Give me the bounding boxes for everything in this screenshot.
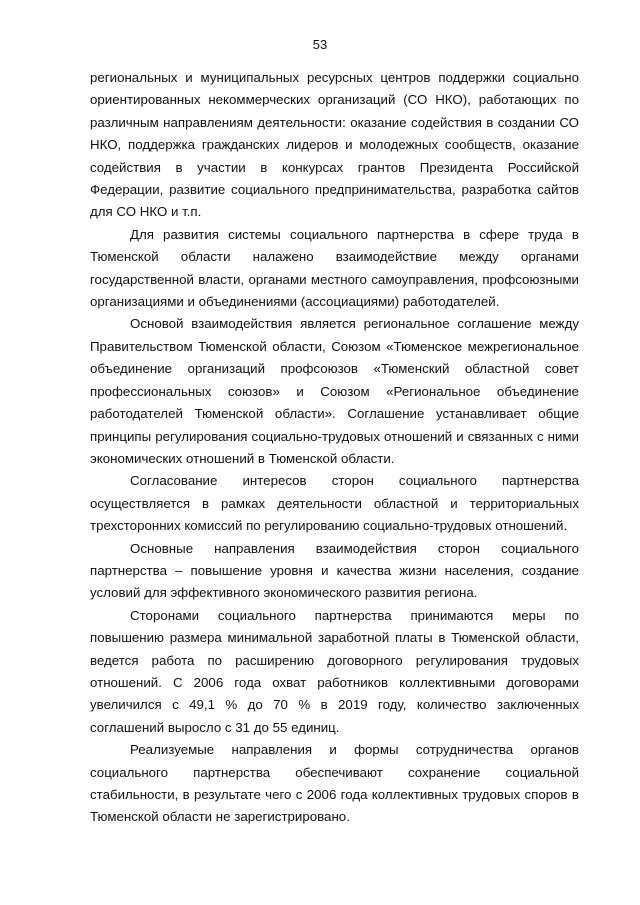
paragraph-6: Сторонами социального партнерства принимаются меры по повышению размера минимальной заработной платы в Тюменской области, ведется работа по расширению договорного регулирования трудовых отношений. С 2006 года охват работников коллективными договорами увеличился с 49,1 % до 70 % в 2019 году, количество заключенных соглашений выросло с 31 до 55 единиц.	[90, 607, 579, 735]
page-number: 53	[312, 37, 328, 52]
paragraph-1: региональных и муниципальных ресурсных центров поддержки социально ориентированных некоммерческих организаций (СО НКО), работающих по различным направлениям деятельности: оказание содействия в создании СО НКО, поддержка гражданских лидеров и молодежных сообществ, оказание содействия в участии в конкурсах грантов Президента Российской Федерации, развитие социального предпринимательства, разработка сайтов для СО НКО и т.п.	[90, 70, 579, 220]
paragraph-7: Реализуемые направления и формы сотрудничества органов социального партнерства обеспечивают сохранение социальной стабильности, в результате чего с 2006 года коллективных трудовых споров в Тюменской области не зарегистрировано.	[90, 742, 579, 825]
paragraph-4: Согласование интересов сторон социального партнерства осуществляется в рамках деятельности областной и территориальных трехсторонних комиссий по регулированию социально-трудовых отношений.	[90, 473, 579, 534]
paragraph-5: Основные направления взаимодействия сторон социального партнерства – повышение уровня и качества жизни населения, создание условий для эффективного экономического развития региона.	[90, 540, 579, 601]
paragraph-2: Для развития системы социального партнерства в сфере труда в Тюменской области налажено взаимодействие между органами государственной власти, органами местного самоуправления, профсоюзными организациями и объединениями (ассоциациями) работодателей.	[90, 226, 579, 310]
document-body	[90, 67, 579, 829]
paragraph-3: Основой взаимодействия является региональное соглашение между Правительством Тюменской области, Союзом «Тюменское межрегиональное объединение организаций профсоюзов «Тюменский областной совет профессиональных союзов» и Союзом «Региональное объединение работодателей Тюменской области». Соглашение устанавливает общие принципы регулирования социально-трудовых отношений и связанных с ними экономических отношений в Тюменской области.	[90, 316, 579, 466]
